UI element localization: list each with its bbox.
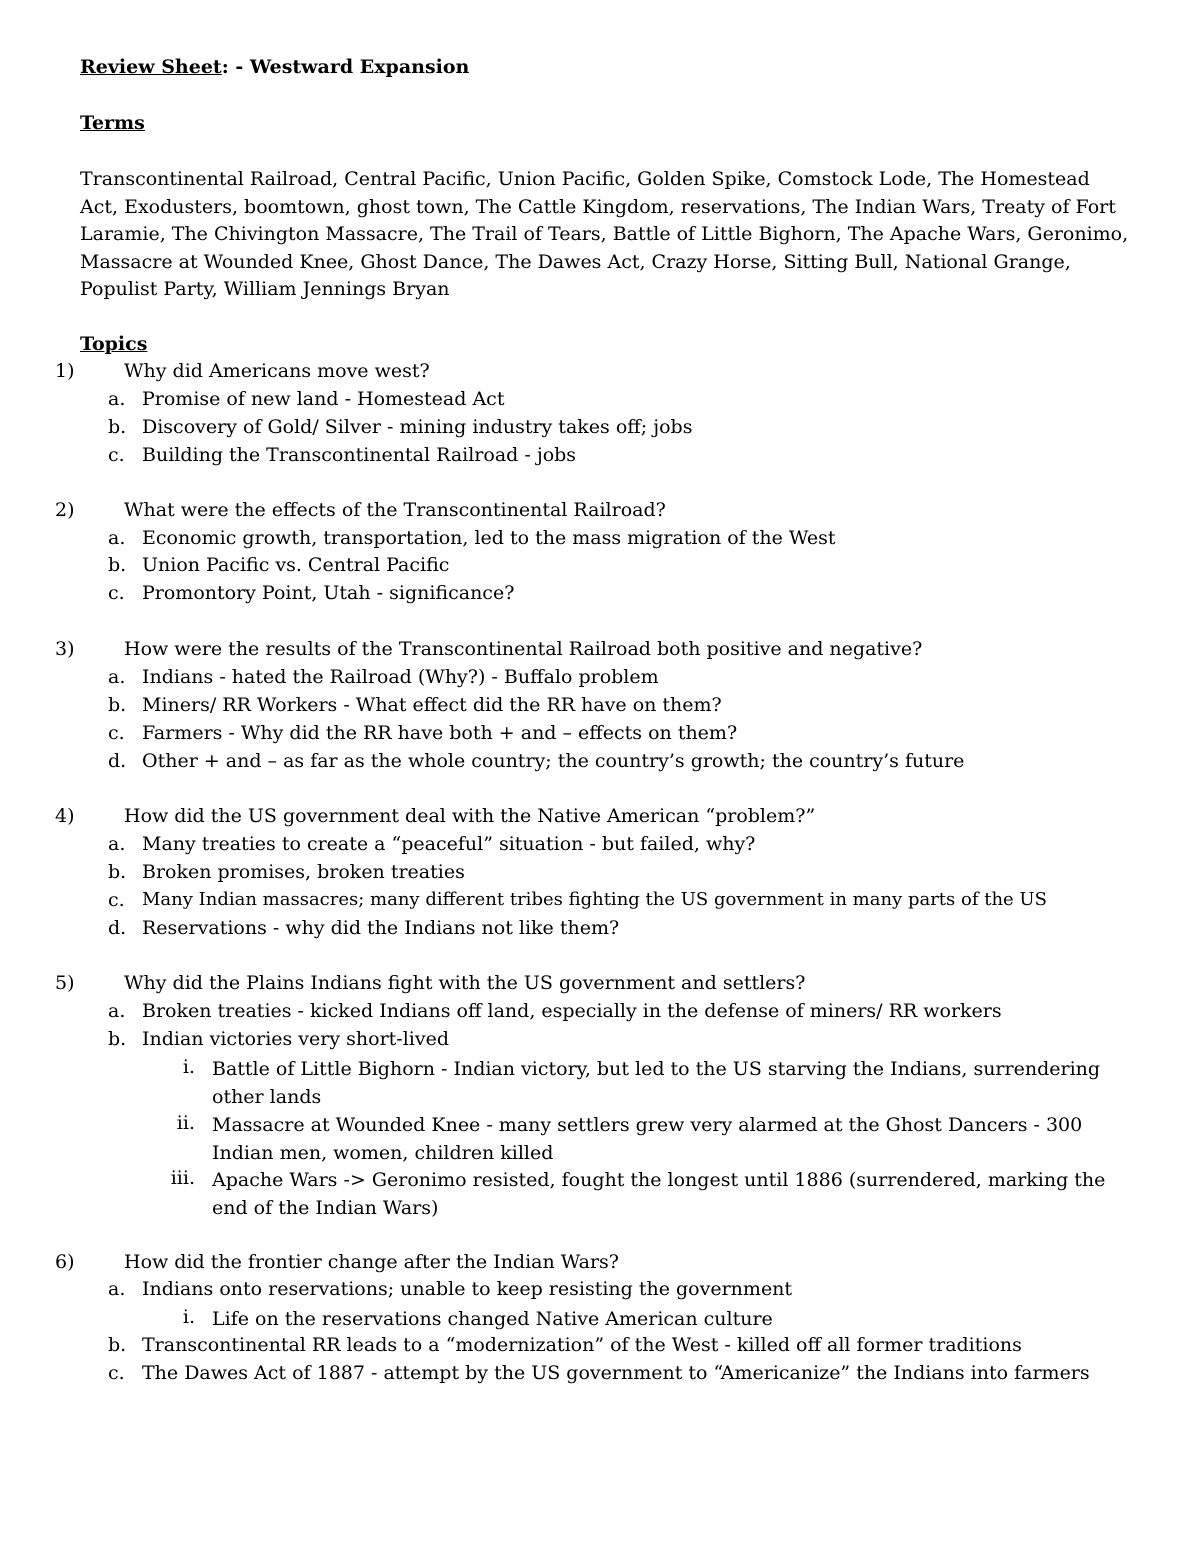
item-label: a. [108,666,126,688]
subitem-text: Life on the reservations changed Native American culture [212,1308,773,1330]
item-label: a. [108,388,126,410]
subitem-text: Massacre at Wounded Knee - many settlers grew very alarmed at the Ghost Dancers - 300 Indian men, women, children killed [212,1114,1083,1164]
topic-question: How were the results of the Transcontinental Railroad both positive and negative? [124,638,923,660]
item-text: Broken treaties - kicked Indians off land, especially in the defense of miners/ RR workers [142,1000,1002,1022]
item-label: b. [108,416,127,438]
subitem-label: i. [182,1306,195,1328]
item-text: Discovery of Gold/ Silver - mining industry takes off; jobs [142,416,693,438]
item-text: Other + and – as far as the whole country; the country’s growth; the country’s future [142,750,965,772]
item-label: d. [108,750,127,772]
item-label: a. [108,527,126,549]
topic-number: 4) [55,805,75,827]
title-rest: : - Westward Expansion [221,56,470,78]
item-label: b. [108,1334,127,1356]
item-label: c. [108,444,125,466]
topic-number: 2) [55,499,75,521]
item-label: a. [108,833,126,855]
item-label: c. [108,1362,125,1384]
topic-question: What were the effects of the Transcontinental Railroad? [124,499,666,521]
topic-number: 1) [55,360,75,382]
item-text: Reservations - why did the Indians not like them? [142,917,620,939]
item-label: d. [108,917,127,939]
page-title [80,56,469,78]
item-text: Indian victories very short-lived [142,1028,449,1050]
topic-number: 6) [55,1251,75,1273]
item-text: Broken promises, broken treaties [142,861,465,883]
item-text: The Dawes Act of 1887 - attempt by the US government to “Americanize” the Indians into farmers [142,1362,1090,1384]
item-text: Indians - hated the Railroad (Why?) - Buffalo problem [142,666,659,688]
terms-heading: Terms [80,112,145,134]
topic-question: Why did the Plains Indians fight with the US government and settlers? [124,972,806,994]
item-label: a. [108,1278,126,1300]
topic-question: How did the frontier change after the Indian Wars? [124,1251,619,1273]
item-text: Farmers - Why did the RR have both + and – effects on them? [142,722,738,744]
item-text: Promise of new land - Homestead Act [142,388,505,410]
topic-question: Why did Americans move west? [124,360,430,382]
item-text: Economic growth, transportation, led to the mass migration of the West [142,527,836,549]
item-label: b. [108,861,127,883]
subitem-label: ii. [176,1112,195,1134]
item-text: Indians onto reservations; unable to keep resisting the government [142,1278,793,1300]
item-text: Union Pacific vs. Central Pacific [142,554,450,576]
title-underlined: Review Sheet [80,56,222,78]
item-label: b. [108,694,127,716]
item-text: Transcontinental RR leads to a “modernization” of the West - killed off all former traditions [142,1334,1022,1356]
topic-number: 5) [55,972,75,994]
terms-paragraph: Transcontinental Railroad, Central Pacific, Union Pacific, Golden Spike, Comstock Lode, The Homestead Act, Exodusters, boomtown, ghost town, The Cattle Kingdom, reservations, The Indian Wars, Treaty of Fort Laramie, The Chivington Massacre, The Trail of Tears, Battle of Little Bighorn, The Apache Wars, Geronimo, Massacre at Wounded Knee, Ghost Dance, The Dawes Act, Crazy Horse, Sitting Bull, National Grange, Populist Party, William Jennings Bryan [80,168,1129,300]
item-label: b. [108,554,127,576]
item-text: Many treaties to create a “peaceful” situation - but failed, why? [142,833,756,855]
subitem-label: i. [182,1056,195,1078]
item-label: c. [108,582,125,604]
item-label: a. [108,1000,126,1022]
topic-question: How did the US government deal with the Native American “problem?” [124,805,816,827]
subitem-text: Apache Wars -> Geronimo resisted, fought the longest until 1886 (surrendered, marking the end of the Indian Wars) [212,1169,1106,1219]
item-label: c. [108,889,125,911]
subitem-text: Battle of Little Bighorn - Indian victory, but led to the US starving the Indians, surrendering other lands [212,1058,1101,1108]
subitem-label: iii. [170,1167,195,1189]
item-text: Many Indian massacres; many different tribes fighting the US government in many parts of the US [142,889,1047,910]
item-label: c. [108,722,125,744]
item-label: b. [108,1028,127,1050]
item-text: Promontory Point, Utah - significance? [142,582,515,604]
item-text: Building the Transcontinental Railroad - jobs [142,444,577,466]
topics-heading: Topics [80,333,148,355]
topic-number: 3) [55,638,75,660]
item-text: Miners/ RR Workers - What effect did the RR have on them? [142,694,722,716]
